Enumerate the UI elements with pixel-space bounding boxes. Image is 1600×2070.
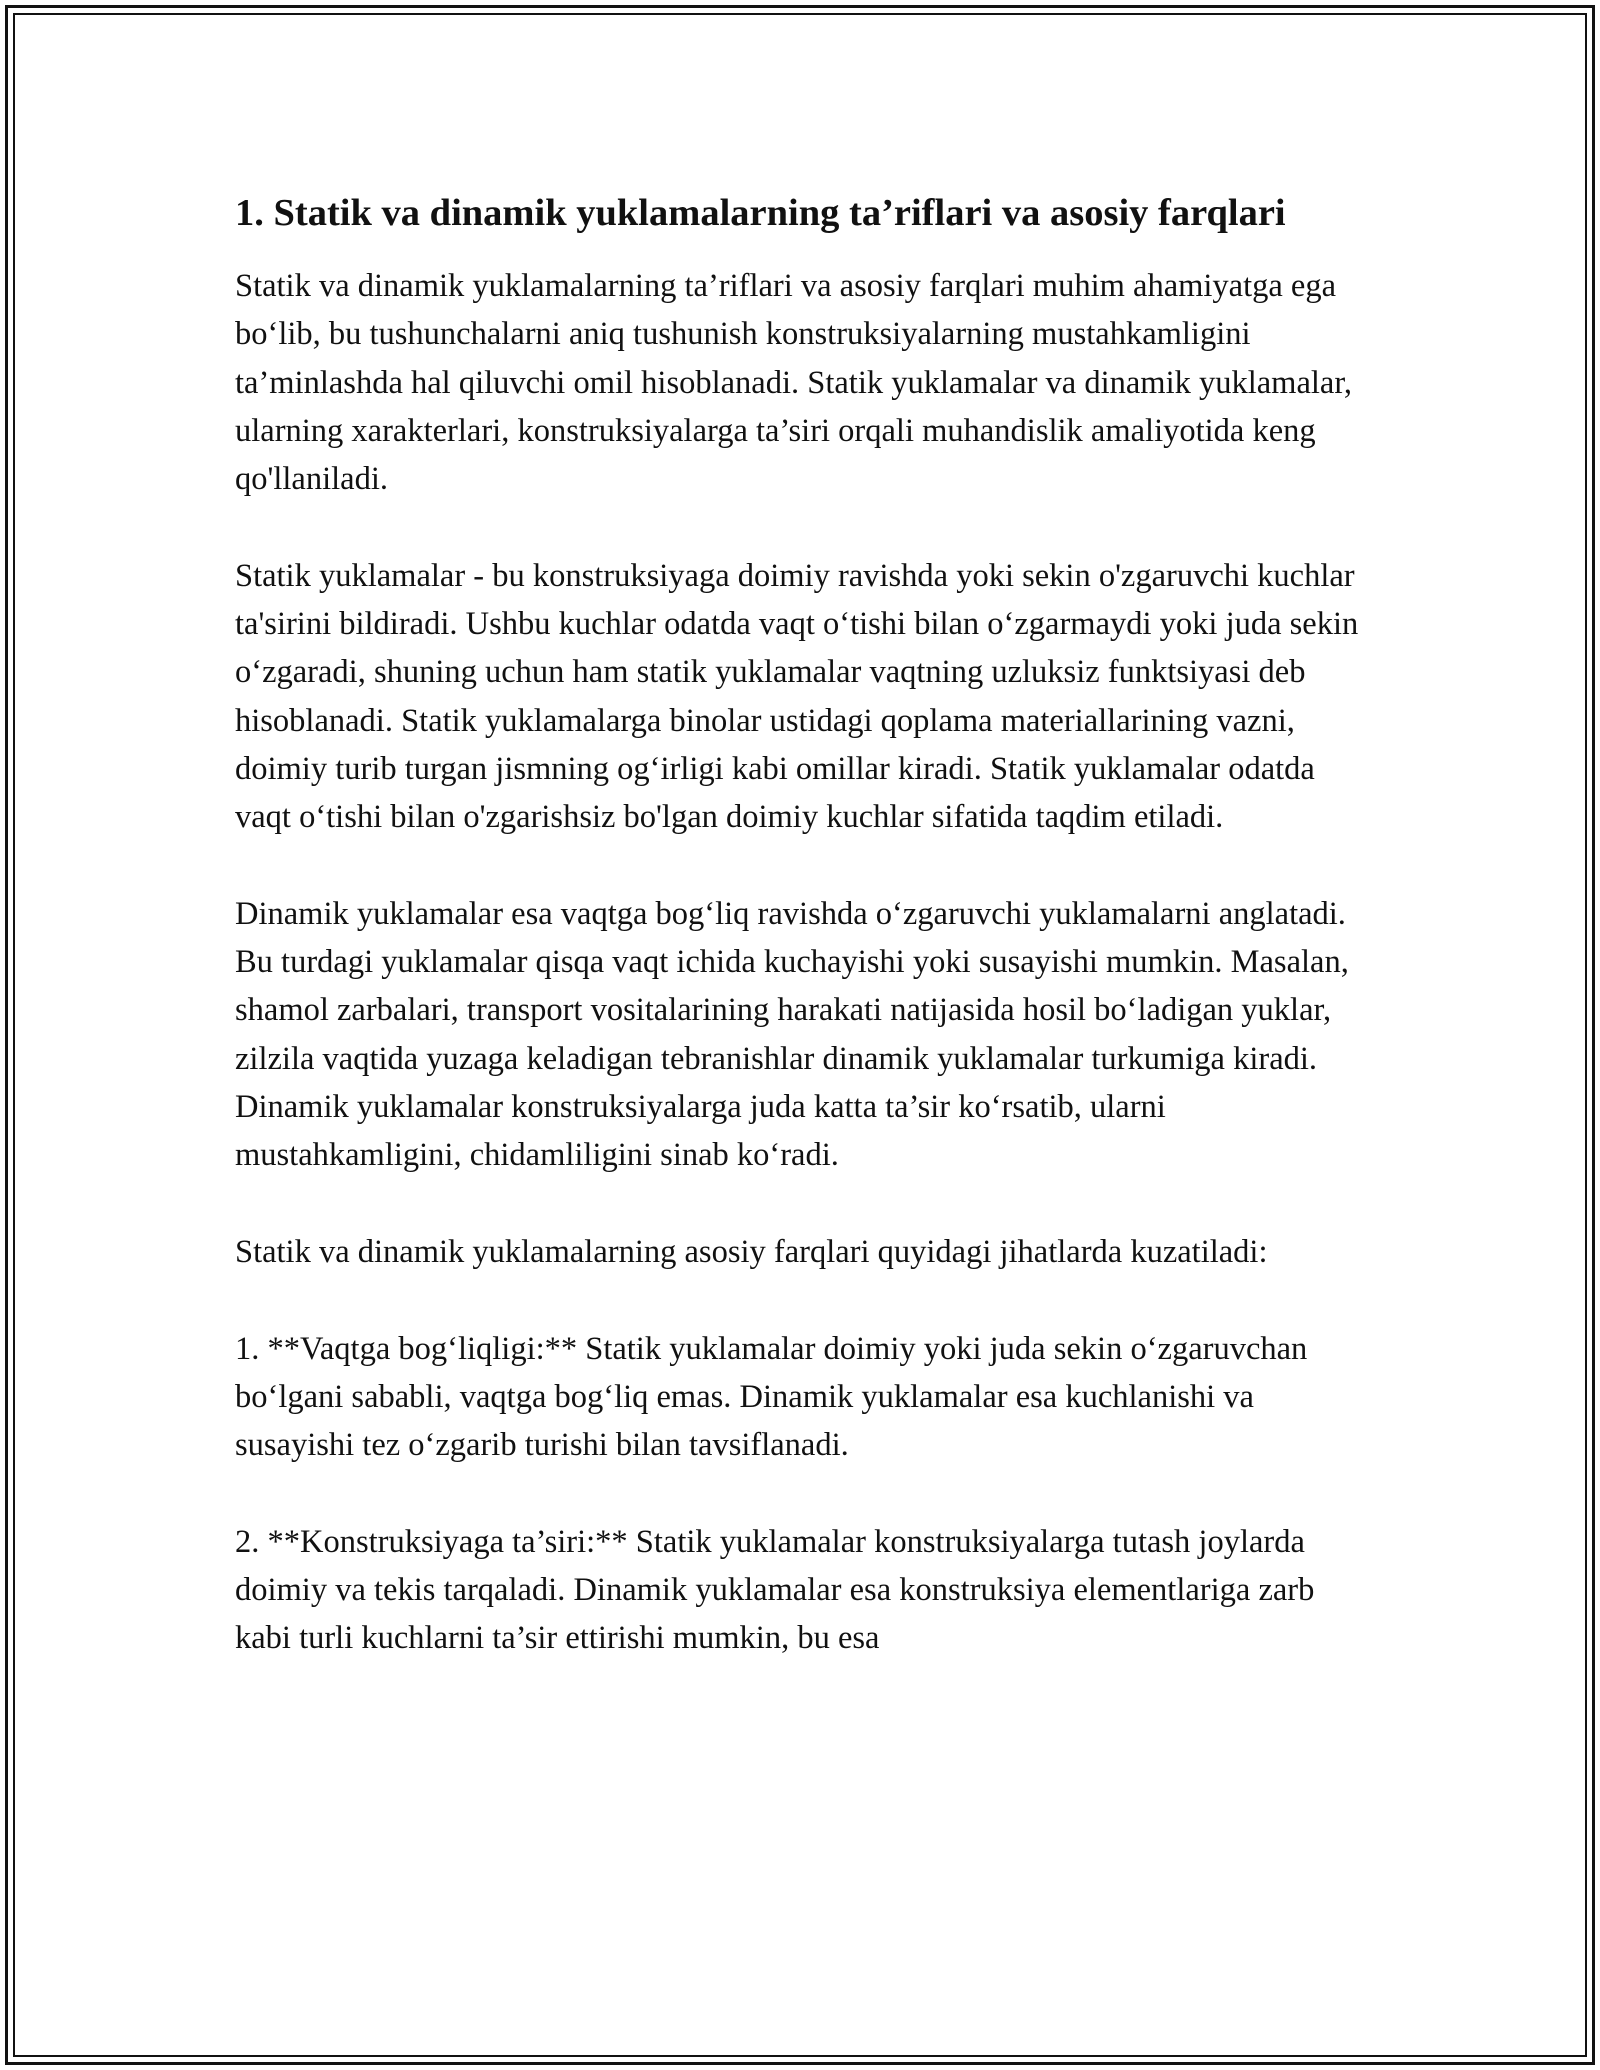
- paragraph-intro: Statik va dinamik yuklamalarning ta’riflari va asosiy farqlari muhim ahamiyatga ega bo‘lib, bu tushunchalarni aniq tushunish konstruksiyalarning mustahkamligini ta’minlashda hal qiluvchi omil hisoblanadi. Statik yuklamalar va dinamik yuklamalar, ularning xarakterlari, konstruksiyalarga ta’siri orqali muhandislik amaliyotida keng qo'llaniladi.: [235, 268, 1352, 498]
- list-item-time-dependence: 1. **Vaqtga bog‘liqligi:** Statik yuklamalar doimiy yoki juda sekin o‘zgaruvchan bo‘lgani sababli, vaqtga bog‘liq emas. Dinamik yuklamalar esa kuchlanishi va susayishi tez o‘zgarib turishi bilan tavsiflanadi.: [235, 1330, 1308, 1464]
- paragraph-differences-intro: Statik va dinamik yuklamalarning asosiy farqlari quyidagi jihatlarda kuzatiladi:: [235, 1233, 1268, 1270]
- paragraph-dynamic-loads: Dinamik yuklamalar esa vaqtga bog‘liq ravishda o‘zgaruvchi yuklamalarni anglatadi. Bu turdagi yuklamalar qisqa vaqt ichida kuchayishi yoki susayishi mumkin. Masalan, shamol zarbalari, transport vositalarining harakati natijasida hosil bo‘ladigan yuklar, zilzila vaqtida yuzaga keladigan tebranishlar dinamik yuklamalar turkumiga kiradi. Dinamik yuklamalar konstruksiyalarga juda katta ta’sir ko‘rsatib, ularni mustahkamligini, chidamliligini sinab ko‘radi.: [235, 895, 1349, 1174]
- list-item-structure-effect: 2. **Konstruksiyaga ta’siri:** Statik yuklamalar konstruksiyalarga tutash joylarda doimiy va tekis tarqaladi. Dinamik yuklamalar esa konstruksiya elementlariga zarb kabi turli kuchlarni ta’sir ettirishi mumkin, bu esa: [235, 1523, 1315, 1657]
- paragraph-static-loads: Statik yuklamalar - bu konstruksiyaga doimiy ravishda yoki sekin o'zgaruvchi kuchlar ta'sirini bildiradi. Ushbu kuchlar odatda vaqt o‘tishi bilan o‘zgarmaydi yoki juda sekin o‘zgaradi, shuning uchun ham statik yuklamalar vaqtning uzluksiz funktsiyasi deb hisoblanadi. Statik yuklamalarga binolar ustidagi qoplama materiallarining vazni, doimiy turib turgan jismning og‘irligi kabi omillar kiradi. Statik yuklamalar odatda vaqt o‘tishi bilan o'zgarishsiz bo'lgan doimiy kuchlar sifatida taqdim etiladi.: [235, 557, 1359, 836]
- section-heading: 1. Statik va dinamik yuklamalarning ta’riflari va asosiy farqlari: [235, 192, 1286, 234]
- document-body: [235, 186, 1375, 1663]
